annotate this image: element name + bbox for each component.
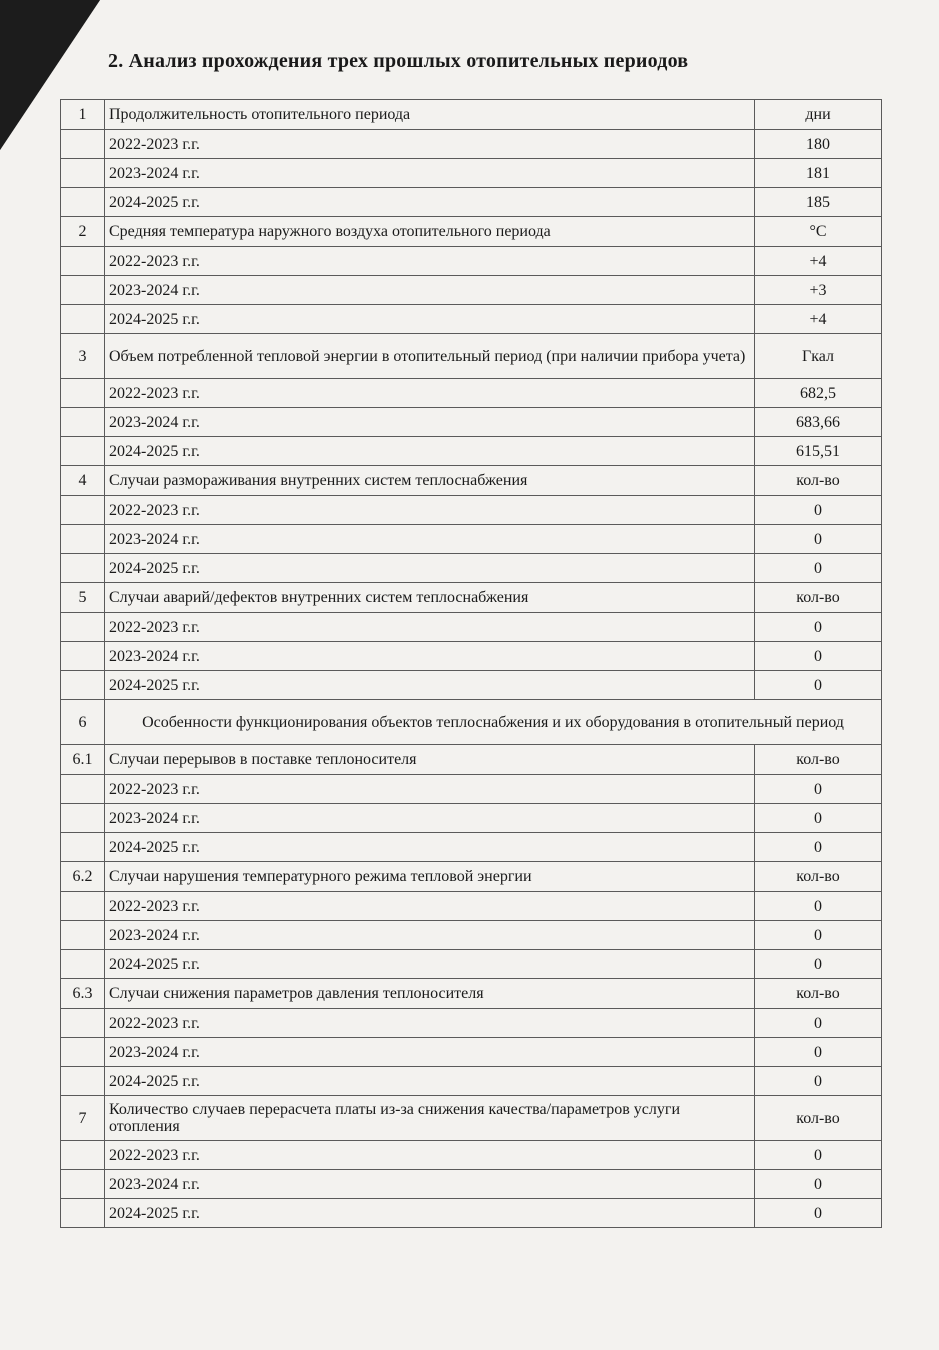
- period-label: 2022-2023 г.г.: [105, 130, 755, 159]
- period-row: [61, 950, 882, 979]
- section-unit: кол-во: [755, 745, 882, 775]
- empty-number-cell: [61, 188, 105, 217]
- period-label: 2024-2025 г.г.: [105, 1199, 755, 1228]
- period-value: +4: [755, 247, 882, 276]
- period-row: [61, 525, 882, 554]
- section-number: 6: [61, 700, 105, 745]
- empty-number-cell: [61, 804, 105, 833]
- period-value: 682,5: [755, 379, 882, 408]
- empty-number-cell: [61, 950, 105, 979]
- page-title: 2. Анализ прохождения трех прошлых отопительных периодов: [108, 50, 689, 72]
- period-row: [61, 1009, 882, 1038]
- period-row: [61, 159, 882, 188]
- period-value: 180: [755, 130, 882, 159]
- period-row: [61, 1141, 882, 1170]
- empty-number-cell: [61, 379, 105, 408]
- period-value: 615,51: [755, 437, 882, 466]
- period-label: 2022-2023 г.г.: [105, 892, 755, 921]
- period-row: [61, 379, 882, 408]
- section-row: [61, 979, 882, 1009]
- period-row: [61, 554, 882, 583]
- empty-number-cell: [61, 408, 105, 437]
- period-value: 0: [755, 950, 882, 979]
- section-label: Случаи снижения параметров давления теплоносителя: [105, 979, 755, 1009]
- period-value: 0: [755, 892, 882, 921]
- period-label: 2022-2023 г.г.: [105, 247, 755, 276]
- empty-number-cell: [61, 1141, 105, 1170]
- period-label: 2023-2024 г.г.: [105, 642, 755, 671]
- period-value: 0: [755, 642, 882, 671]
- period-value: +3: [755, 276, 882, 305]
- empty-number-cell: [61, 276, 105, 305]
- section-number: 6.2: [61, 862, 105, 892]
- period-value: 0: [755, 775, 882, 804]
- section-label: Случаи перерывов в поставке теплоносителя: [105, 745, 755, 775]
- period-value: 0: [755, 833, 882, 862]
- period-value: 0: [755, 525, 882, 554]
- period-row: [61, 276, 882, 305]
- period-value: 0: [755, 671, 882, 700]
- section-number: 6.3: [61, 979, 105, 1009]
- empty-number-cell: [61, 305, 105, 334]
- section-label: Особенности функционирования объектов теплоснабжения и их оборудования в отопительный период: [105, 700, 882, 745]
- empty-number-cell: [61, 525, 105, 554]
- section-number: 4: [61, 466, 105, 496]
- period-value: 181: [755, 159, 882, 188]
- empty-number-cell: [61, 613, 105, 642]
- period-label: 2023-2024 г.г.: [105, 804, 755, 833]
- section-label: Случаи нарушения температурного режима тепловой энергии: [105, 862, 755, 892]
- period-label: 2023-2024 г.г.: [105, 525, 755, 554]
- section-label: Случаи размораживания внутренних систем теплоснабжения: [105, 466, 755, 496]
- period-label: 2023-2024 г.г.: [105, 408, 755, 437]
- section-row: [61, 466, 882, 496]
- period-value: 0: [755, 496, 882, 525]
- section-row: [61, 334, 882, 379]
- period-label: 2024-2025 г.г.: [105, 554, 755, 583]
- empty-number-cell: [61, 437, 105, 466]
- period-row: [61, 1067, 882, 1096]
- period-row: [61, 130, 882, 159]
- period-row: [61, 1170, 882, 1199]
- section-number: 7: [61, 1096, 105, 1141]
- period-row: [61, 247, 882, 276]
- period-value: 0: [755, 1199, 882, 1228]
- period-value: +4: [755, 305, 882, 334]
- period-value: 185: [755, 188, 882, 217]
- empty-number-cell: [61, 642, 105, 671]
- empty-number-cell: [61, 1170, 105, 1199]
- empty-number-cell: [61, 159, 105, 188]
- section-row: [61, 862, 882, 892]
- section-label: Случаи аварий/дефектов внутренних систем теплоснабжения: [105, 583, 755, 613]
- section-number: 5: [61, 583, 105, 613]
- period-label: 2022-2023 г.г.: [105, 775, 755, 804]
- period-label: 2024-2025 г.г.: [105, 437, 755, 466]
- period-label: 2023-2024 г.г.: [105, 1170, 755, 1199]
- period-row: [61, 408, 882, 437]
- period-row: [61, 1038, 882, 1067]
- section-row: [61, 583, 882, 613]
- empty-number-cell: [61, 1199, 105, 1228]
- empty-number-cell: [61, 130, 105, 159]
- period-value: 0: [755, 1009, 882, 1038]
- section-label: Количество случаев перерасчета платы из-за снижения качества/параметров услуги отопления: [105, 1096, 755, 1141]
- section-label: Объем потребленной тепловой энергии в отопительный период (при наличии прибора учета): [105, 334, 755, 379]
- period-value: 683,66: [755, 408, 882, 437]
- section-row: [61, 745, 882, 775]
- period-row: [61, 1199, 882, 1228]
- period-row: [61, 613, 882, 642]
- period-label: 2024-2025 г.г.: [105, 188, 755, 217]
- period-row: [61, 642, 882, 671]
- period-row: [61, 496, 882, 525]
- period-value: 0: [755, 1141, 882, 1170]
- empty-number-cell: [61, 892, 105, 921]
- section-unit: кол-во: [755, 862, 882, 892]
- section-number: 3: [61, 334, 105, 379]
- period-value: 0: [755, 804, 882, 833]
- empty-number-cell: [61, 247, 105, 276]
- period-label: 2023-2024 г.г.: [105, 159, 755, 188]
- section-unit: кол-во: [755, 583, 882, 613]
- empty-number-cell: [61, 554, 105, 583]
- heating-periods-table: [60, 99, 882, 1228]
- period-label: 2024-2025 г.г.: [105, 305, 755, 334]
- section-unit: Гкал: [755, 334, 882, 379]
- section-label: Средняя температура наружного воздуха отопительного периода: [105, 217, 755, 247]
- period-row: [61, 305, 882, 334]
- section-unit: кол-во: [755, 979, 882, 1009]
- period-label: 2022-2023 г.г.: [105, 1141, 755, 1170]
- period-label: 2023-2024 г.г.: [105, 1038, 755, 1067]
- empty-number-cell: [61, 1067, 105, 1096]
- section-unit: °С: [755, 217, 882, 247]
- empty-number-cell: [61, 833, 105, 862]
- section-number: 2: [61, 217, 105, 247]
- section-label: Продолжительность отопительного периода: [105, 100, 755, 130]
- period-value: 0: [755, 1038, 882, 1067]
- section-unit: дни: [755, 100, 882, 130]
- period-label: 2024-2025 г.г.: [105, 833, 755, 862]
- section-unit: кол-во: [755, 466, 882, 496]
- period-row: [61, 921, 882, 950]
- empty-number-cell: [61, 921, 105, 950]
- empty-number-cell: [61, 775, 105, 804]
- period-row: [61, 892, 882, 921]
- period-label: 2024-2025 г.г.: [105, 950, 755, 979]
- period-label: 2023-2024 г.г.: [105, 921, 755, 950]
- empty-number-cell: [61, 671, 105, 700]
- section-number: 6.1: [61, 745, 105, 775]
- period-label: 2024-2025 г.г.: [105, 671, 755, 700]
- period-row: [61, 775, 882, 804]
- period-label: 2022-2023 г.г.: [105, 379, 755, 408]
- period-row: [61, 833, 882, 862]
- period-row: [61, 437, 882, 466]
- empty-number-cell: [61, 496, 105, 525]
- section-row: [61, 700, 882, 745]
- period-value: 0: [755, 554, 882, 583]
- period-row: [61, 188, 882, 217]
- period-row: [61, 671, 882, 700]
- period-label: 2022-2023 г.г.: [105, 1009, 755, 1038]
- period-row: [61, 804, 882, 833]
- section-row: [61, 100, 882, 130]
- period-value: 0: [755, 921, 882, 950]
- period-label: 2022-2023 г.г.: [105, 496, 755, 525]
- period-label: 2022-2023 г.г.: [105, 613, 755, 642]
- period-value: 0: [755, 613, 882, 642]
- section-row: [61, 1096, 882, 1141]
- period-label: 2024-2025 г.г.: [105, 1067, 755, 1096]
- section-number: 1: [61, 100, 105, 130]
- section-unit: кол-во: [755, 1096, 882, 1141]
- empty-number-cell: [61, 1009, 105, 1038]
- period-value: 0: [755, 1067, 882, 1096]
- empty-number-cell: [61, 1038, 105, 1067]
- period-label: 2023-2024 г.г.: [105, 276, 755, 305]
- period-value: 0: [755, 1170, 882, 1199]
- section-row: [61, 217, 882, 247]
